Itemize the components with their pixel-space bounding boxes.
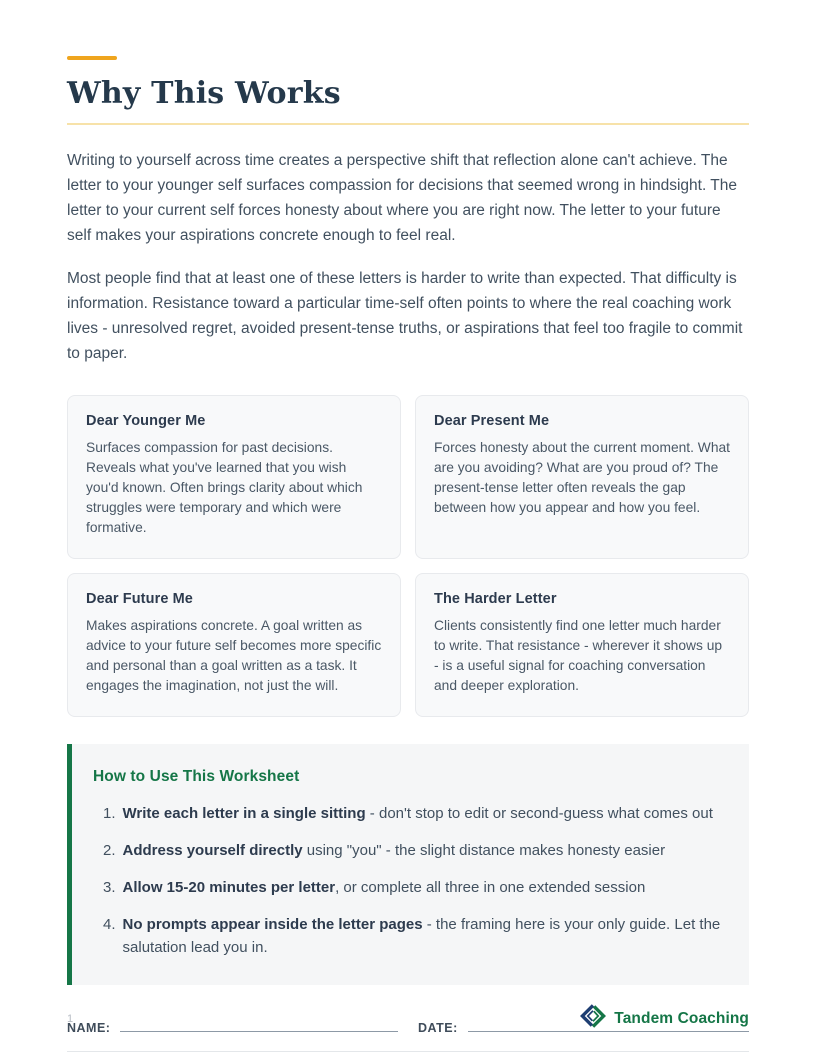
page-number: 1: [67, 1012, 74, 1025]
list-marker: 2.: [103, 842, 116, 859]
brand-name: Tandem Coaching: [614, 1009, 749, 1027]
page-footer: [67, 1003, 749, 1034]
page-title: Why This Works: [67, 76, 341, 111]
list-marker: 1.: [103, 805, 116, 822]
intro-paragraph-1: Writing to yourself across time creates a perspective shift that reflection alone can't achieve. The letter to your younger self surfaces compassion for decisions that seemed wrong in hindsight. The letter to your current self forces honesty about where you are right now. The letter to your future self makes your aspirations concrete enough to feel real.: [67, 152, 738, 244]
date-label: DATE:: [418, 1021, 458, 1035]
interlocked-diamonds-icon: [580, 1003, 606, 1034]
card-dear-younger-me: [67, 395, 401, 559]
how-to-item-2: [103, 839, 723, 862]
card-body: Forces honesty about the current moment. What are you avoiding? What are you proud of? The present-tense letter often reveals the gap between how you appear and how you feel.: [434, 440, 731, 515]
name-label: NAME:: [67, 1021, 111, 1035]
card-title: Dear Future Me: [86, 591, 193, 607]
card-dear-present-me: [415, 395, 749, 559]
accent-bar: [67, 56, 117, 60]
how-to-item-1: [103, 802, 723, 825]
list-marker: 4.: [103, 916, 116, 933]
intro-section: [67, 148, 749, 366]
how-to-item-4: [103, 913, 723, 959]
how-to-item-3: [103, 876, 723, 899]
card-body: Surfaces compassion for past decisions. Reveals what you've learned that you wish you'd known. Often brings clarity about which struggles were temporary and which were formative.: [86, 440, 363, 535]
list-item-text: No prompts appear inside the letter pages - the framing here is your only guide. Let the salutation lead you in.: [122, 916, 721, 956]
bottom-divider: [67, 1051, 749, 1052]
card-title: Dear Younger Me: [86, 413, 206, 429]
list-item-text: Address yourself directly using "you" - the slight distance makes honesty easier: [122, 842, 666, 859]
brand-logo: [580, 1003, 749, 1034]
how-to-title: How to Use This Worksheet: [93, 768, 300, 785]
card-the-harder-letter: [415, 573, 749, 717]
how-to-use-box: [67, 744, 749, 985]
card-title: The Harder Letter: [434, 591, 557, 607]
card-body: Clients consistently find one letter much harder to write. That resistance - wherever it shows up - is a useful signal for coaching conversation and deeper exploration.: [434, 618, 723, 693]
letter-cards-grid: [67, 395, 749, 717]
list-item-text: Allow 15-20 minutes per letter, or complete all three in one extended session: [122, 879, 646, 896]
list-marker: 3.: [103, 879, 116, 896]
how-to-list: [93, 802, 723, 959]
card-body: Makes aspirations concrete. A goal written as advice to your future self becomes more specific and personal than a goal written as a task. It engages the imagination, not just the will.: [86, 618, 382, 693]
card-title: Dear Present Me: [434, 413, 550, 429]
title-underline: [67, 123, 749, 125]
list-item-text: Write each letter in a single sitting - don't stop to edit or second-guess what comes out: [122, 805, 713, 822]
card-dear-future-me: [67, 573, 401, 717]
intro-paragraph-2: Most people find that at least one of these letters is harder to write than expected. That difficulty is information. Resistance toward a particular time-self often points to where the real coaching work lives - unresolved regret, avoided present-tense truths, or aspirations that feel too fragile to commit to paper.: [67, 270, 743, 362]
